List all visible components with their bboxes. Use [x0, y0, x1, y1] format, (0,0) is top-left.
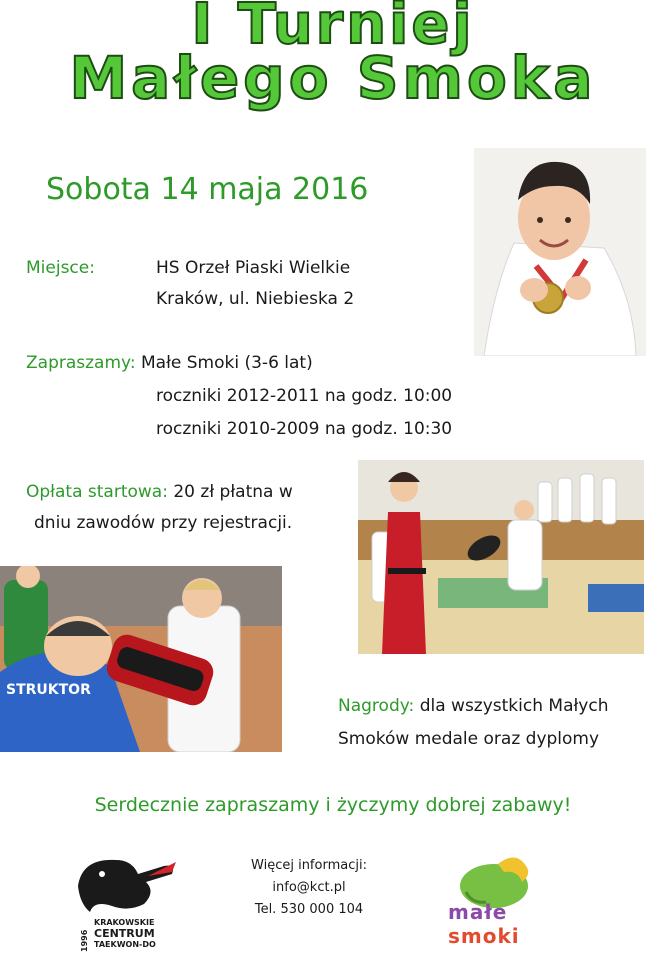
prizes-line-2: Smoków medale oraz dyplomy: [338, 729, 600, 749]
contact-phone: Tel. 530 000 104: [254, 902, 364, 917]
kct-text-line-1: KRAKOWSKIE: [94, 918, 155, 927]
prizes-label: Nagrody:: [338, 696, 415, 716]
venue-street: ul. Niebieska 2: [223, 289, 355, 309]
male-smoki-word-1: małe: [448, 900, 508, 924]
venue-city: Kraków,: [156, 289, 224, 309]
prizes-text: dla wszystkich Małych: [414, 696, 609, 716]
invite-line-3: roczniki 2010-2009 na godz. 10:30: [156, 419, 453, 439]
invite-line-2: roczniki 2012-2011 na godz. 10:00: [156, 386, 453, 406]
prizes-line-1: [338, 696, 609, 716]
photo-kid-illustration: [0, 566, 282, 752]
invite-group: Małe Smoki (3-6 lat): [135, 353, 313, 373]
event-date: Sobota 14 maja 2016: [46, 172, 369, 207]
invite-line-1: [26, 353, 313, 373]
kct-text-line-2: CENTRUM: [94, 927, 155, 940]
venue-line-1: HS Orzeł Piaski Wielkie: [156, 258, 351, 278]
venue-line-2: [156, 289, 354, 309]
photo-kid-kicking-pad: [0, 566, 282, 752]
kct-year: 1996: [80, 929, 89, 952]
photo-boy-illustration: [474, 148, 646, 356]
title-line-1: I Turniej: [191, 0, 475, 57]
closing-text: Serdecznie zapraszamy i życzymy dobrej zabawy!: [94, 794, 572, 816]
fee-amount: 20 zł płatna w: [167, 482, 293, 502]
male-smoki-word-2: smoki: [448, 924, 520, 948]
fee-line-2: dniu zawodów przy rejestracji.: [34, 513, 293, 533]
invite-label: Zapraszamy:: [26, 353, 136, 373]
contact-email[interactable]: info@kct.pl: [272, 880, 346, 895]
kct-text: [94, 918, 156, 950]
kct-logo: [72, 852, 182, 952]
photo-training-class: [358, 460, 644, 654]
photo-shirt-print: STRUKTOR: [6, 682, 91, 698]
photo-boy-with-medal: [474, 148, 646, 356]
fee-line-1: [26, 482, 293, 502]
title-line-2: Małego Smoka: [69, 44, 597, 112]
photo-class-illustration: [358, 460, 644, 654]
contact-heading: Więcej informacji:: [251, 858, 367, 873]
venue-label: Miejsce:: [26, 258, 95, 278]
fee-label: Opłata startowa:: [26, 482, 168, 502]
male-smoki-logo: [442, 852, 552, 956]
kct-text-line-3: TAEKWON-DO: [94, 940, 156, 949]
